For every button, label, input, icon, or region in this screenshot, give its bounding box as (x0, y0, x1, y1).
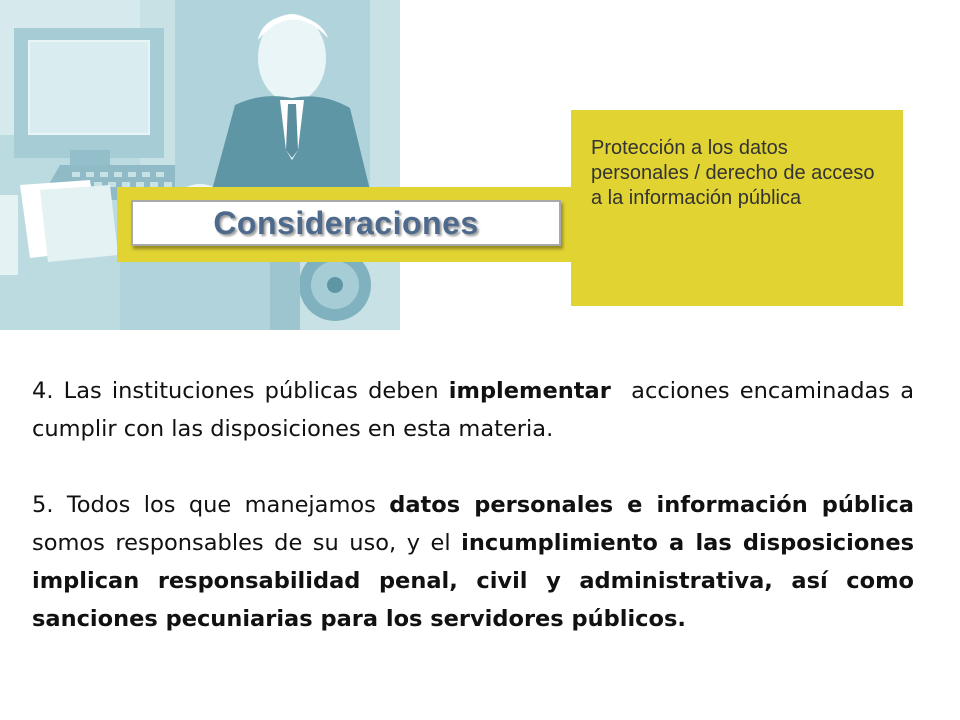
paragraph-5-bold-1: datos personales e información pública (389, 492, 914, 518)
paragraph-5 (32, 486, 914, 638)
paragraph-5-text-1: 5. Todos los que manejamos (32, 492, 390, 518)
slide-body (32, 372, 922, 638)
paragraph-4-text-2: acciones encaminadas a cumplir con las disposiciones en esta materia. (32, 378, 922, 442)
paragraph-4 (32, 372, 922, 448)
paragraph-4-text-1: 4. Las instituciones públicas deben (32, 378, 449, 404)
slide-title: Consideraciones (213, 204, 479, 241)
paragraph-5-text-2: somos responsables de su uso, y el (32, 530, 462, 556)
title-box (131, 200, 561, 246)
paragraph-5-bold-2: incumplimiento a las disposiciones implican responsabilidad penal, civil y administrativa, así como sanciones pecuniarias para los servidores públicos. (32, 530, 914, 632)
topic-text: Protección a los datos personales / derecho de acceso a la información pública (591, 137, 875, 209)
businessman-computer-illustration (0, 0, 400, 330)
paragraph-4-bold-1: implementar (448, 378, 611, 404)
